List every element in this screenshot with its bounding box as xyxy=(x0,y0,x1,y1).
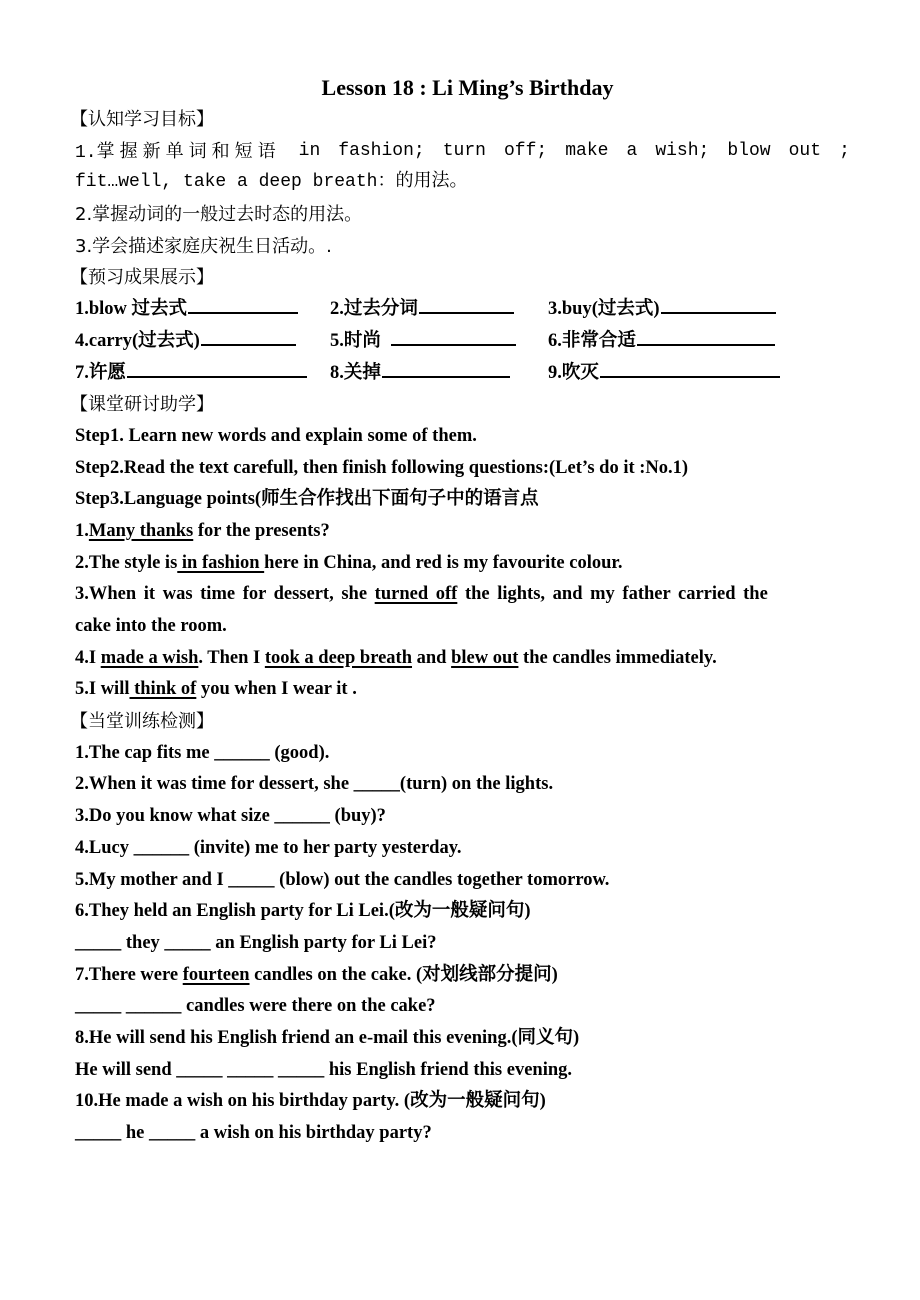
preview-item xyxy=(548,294,808,326)
word: make xyxy=(565,140,609,161)
answer-blank[interactable] xyxy=(391,326,516,346)
goal-item-3: 3.学会描述家庭庆祝生日活动。. xyxy=(75,235,332,257)
exercise-line: 8.He will send his English friend an e-mail this evening.(同义句) xyxy=(75,1027,580,1048)
word: ; xyxy=(839,140,850,161)
section-heading-classroom: 【课堂研讨助学】 xyxy=(70,394,214,416)
preview-item xyxy=(330,294,548,326)
preview-row xyxy=(75,326,850,358)
preview-item-label: 2.过去分词 xyxy=(330,299,418,320)
underlined-phrase: blew out xyxy=(451,647,519,668)
underlined-word: fourteen xyxy=(182,964,250,985)
exercise-line: _____ they _____ an English party for Li Lei? xyxy=(75,932,437,953)
point-text: . Then I xyxy=(198,647,265,668)
point-text: 5.I will xyxy=(75,679,130,700)
exercise-line: 2.When it was time for dessert, she _____(turn) on the lights. xyxy=(75,774,554,795)
step-1: Step1. Learn new words and explain some of them. xyxy=(75,425,477,446)
preview-item xyxy=(330,326,548,358)
preview-item-label: 1.blow 过去式 xyxy=(75,299,188,320)
underlined-phrase: in fashion xyxy=(177,552,265,573)
section-heading-practice: 【当堂训练检测】 xyxy=(70,711,214,733)
preview-item xyxy=(75,358,330,390)
answer-blank[interactable] xyxy=(637,326,775,346)
word: out xyxy=(788,140,822,161)
exercise-line: _____ he _____ a wish on his birthday party? xyxy=(75,1123,432,1143)
goal-item-1 xyxy=(75,136,850,168)
point-text: 2.The style is xyxy=(75,552,178,573)
preview-item-label: 6.非常合适 xyxy=(548,330,636,351)
underlined-phrase: made a wish xyxy=(100,647,199,668)
exercise-line-7 xyxy=(75,960,850,992)
word: turn xyxy=(442,140,486,161)
language-point-2 xyxy=(75,548,850,580)
word: a xyxy=(626,140,638,161)
answer-blank[interactable] xyxy=(127,358,307,378)
preview-row xyxy=(75,358,850,390)
language-point-5 xyxy=(75,674,850,706)
exercise-line: 3.Do you know what size ______ (buy)? xyxy=(75,806,386,827)
underlined-phrase: turned off xyxy=(374,584,458,605)
preview-item xyxy=(548,358,808,390)
answer-blank[interactable] xyxy=(419,294,514,314)
language-point-3 xyxy=(75,579,850,611)
word: in xyxy=(298,140,321,161)
preview-item-label: 7.许愿 xyxy=(75,362,126,383)
preview-item-label: 3.buy(过去式) xyxy=(548,299,660,320)
preview-grid xyxy=(75,294,850,389)
point-text: for the presents? xyxy=(193,520,330,541)
point-text: you when I wear it . xyxy=(196,679,357,700)
section-heading-preview: 【预习成果展示】 xyxy=(70,267,214,289)
section-heading-goals: 【认知学习目标】 xyxy=(70,109,214,130)
exercise-text: candles on the cake. (对划线部分提问) xyxy=(249,964,558,985)
word: fashion; xyxy=(338,140,425,161)
underlined-phrase: Many thanks xyxy=(88,520,194,541)
language-point-4 xyxy=(75,643,850,675)
goal-item-1-continued: fit…well, take a deep breath：的用法。 xyxy=(75,172,468,193)
answer-blank[interactable] xyxy=(201,326,296,346)
preview-item xyxy=(75,326,330,358)
language-point-1 xyxy=(75,516,850,548)
preview-row xyxy=(75,294,850,326)
underlined-phrase: think of xyxy=(129,679,197,700)
answer-blank[interactable] xyxy=(600,358,780,378)
preview-item-label: 4.carry(过去式) xyxy=(75,330,200,351)
point-text: here in China, and red is my favourite colour. xyxy=(264,552,623,573)
preview-item-label: 8.关掉 xyxy=(330,362,381,383)
page-title: Lesson 18 : Li Ming’s Birthday xyxy=(321,75,614,100)
preview-item xyxy=(75,294,330,326)
preview-item-label: 5.时尚 xyxy=(330,330,391,351)
goal-item-2: 2.掌握动词的一般过去时态的用法。 xyxy=(75,204,363,226)
exercise-line: He will send _____ _____ _____ his English friend this evening. xyxy=(75,1059,572,1080)
exercise-line: _____ ______ candles were there on the cake? xyxy=(75,996,436,1017)
step-3: Step3.Language points(师生合作找出下面句子中的语言点 xyxy=(75,489,539,510)
exercise-line: 5.My mother and I _____ (blow) out the candles together tomorrow. xyxy=(75,869,610,890)
exercise-line: 10.He made a wish on his birthday party. (改为一般疑问句) xyxy=(75,1091,546,1112)
answer-blank[interactable] xyxy=(382,358,510,378)
preview-item xyxy=(548,326,808,358)
preview-item-label: 9.吹灭 xyxy=(548,362,599,383)
word: off; xyxy=(503,140,548,161)
point-text: and xyxy=(412,647,452,668)
goal-text-cn: 掌握新单词和短语 xyxy=(96,140,281,162)
exercise-text: 7.There were xyxy=(75,964,183,985)
point-text: 3.When it was time for dessert, she xyxy=(75,584,375,605)
preview-item xyxy=(330,358,548,390)
word: wish; xyxy=(655,140,710,161)
answer-blank[interactable] xyxy=(188,294,298,314)
exercise-line: 6.They held an English party for Li Lei.(改为一般疑问句) xyxy=(75,901,531,922)
point-text: 4.I xyxy=(75,647,101,668)
language-point-3-continued: cake into the room. xyxy=(75,616,227,636)
answer-blank[interactable] xyxy=(661,294,776,314)
point-number: 1. xyxy=(75,520,89,541)
underlined-phrase: took a deep breath xyxy=(264,647,413,668)
step-2: Step2.Read the text carefull, then finish following questions:(Let’s do it :No.1) xyxy=(75,457,689,478)
exercise-line: 4.Lucy ______ (invite) me to her party yesterday. xyxy=(75,837,462,858)
point-text: the candles immediately. xyxy=(518,647,717,668)
word: blow xyxy=(727,140,771,161)
goal-number: 1. xyxy=(75,142,97,163)
point-text: the lights, and my father carried the xyxy=(457,584,768,605)
exercise-line: 1.The cap fits me ______ (good). xyxy=(75,742,330,763)
worksheet-page xyxy=(70,70,850,1150)
